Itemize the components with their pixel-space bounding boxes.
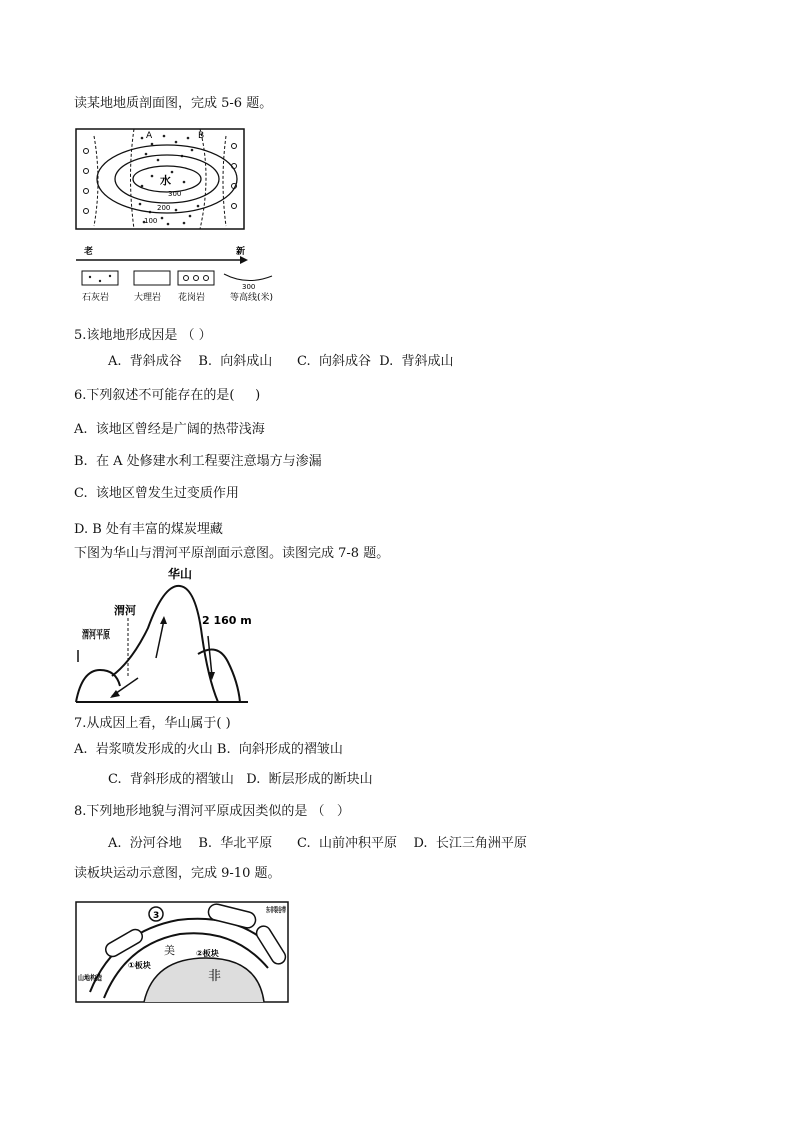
intro-9-10: 读板块运动示意图，完成 9-10 题。 [74,866,281,881]
label-circle-3: 3 [153,911,160,921]
q6-stem: 6.下列叙述不可能存在的是( ) [74,388,261,403]
legend-limestone: 石灰岩 [82,293,110,303]
label-height: 2 160 m [202,614,252,627]
q8-options: A. 汾河谷地 B. 华北平原 C. 山前冲积平原 D. 长江三角洲平原 [108,836,527,851]
label-center: 水 [160,174,171,187]
geologic-profile-figure [72,126,304,308]
label-africa: 非 [208,969,222,984]
label-plain: 渭河平原 [82,628,126,641]
label-huashan: 华山 [168,567,193,581]
intro-5-6: 读某地地质剖面图，完成 5-6 题。 [74,96,273,111]
q7-stem: 7.从成因上看，华山属于( ) [74,716,231,731]
label-300: 300 [168,190,182,198]
q6-option-d: D. B 处有丰富的煤炭埋藏 [74,522,223,537]
intro-7-8: 下图为华山与渭河平原剖面示意图。读图完成 7-8 题。 [74,546,390,561]
label-weihe: 渭河 [114,604,136,617]
q5-stem: 5.该地地形成因是 （ ） [74,328,212,343]
q6-option-b: B. 在 A 处修建水利工程要注意塌方与渗漏 [74,454,322,469]
label-rift: 东非裂谷带 [266,906,298,914]
label-old: 老 [84,247,94,257]
q5-options: A. 背斜成谷 B. 向斜成山 C. 向斜成谷 D. 背斜成山 [108,354,454,369]
legend-contour: 等高线(米) [230,293,274,303]
huashan-profile-figure [72,566,262,708]
q6-option-c: C. 该地区曾发生过变质作用 [74,486,239,501]
q8-stem: 8.下列地形地貌与渭河平原成因类似的是 （ ） [74,804,350,819]
legend-300: 300 [242,283,256,291]
label-mountain: 山地构造 [78,974,106,982]
label-new: 新 [236,247,246,257]
legend-granite: 花岗岩 [178,293,206,303]
q7-options-1: A. 岩浆喷发形成的火山 B. 向斜形成的褶皱山 [74,742,343,757]
plate-motion-figure [74,896,298,1008]
q7-options-2: C. 背斜形成的褶皱山 D. 断层形成的断块山 [108,772,373,787]
q6-option-a: A. 该地区曾经是广阔的热带浅海 [74,422,265,437]
label-100: 100 [144,217,158,225]
label-200: 200 [157,204,171,212]
label-europe: 美 [164,944,175,957]
label-plate-1: ①板块 [128,961,151,970]
label-b: B [198,131,205,141]
label-a: A [146,131,153,141]
legend-marble: 大理岩 [134,293,162,303]
label-plate-2: ②板块 [196,949,219,958]
